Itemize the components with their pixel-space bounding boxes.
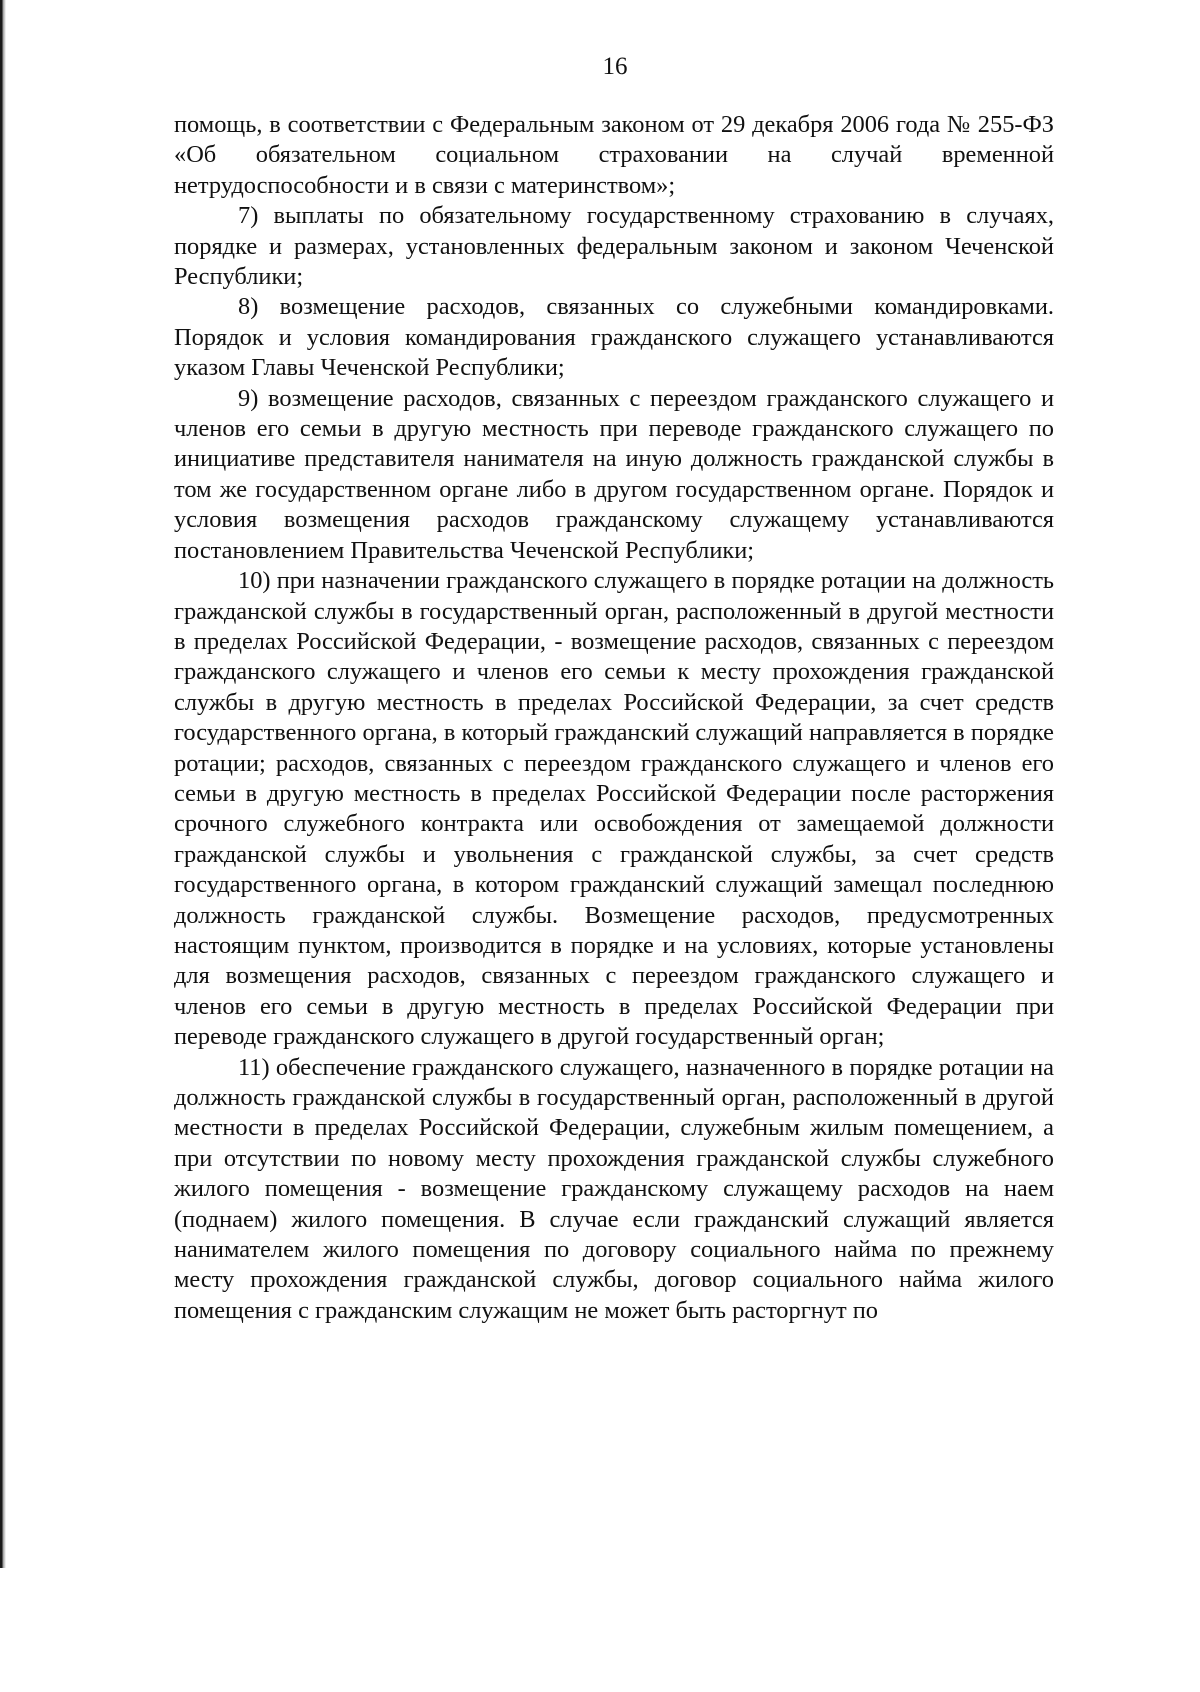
paragraph-continuation: помощь, в соответствии с Федеральным законом от 29 декабря 2006 года № 255-ФЗ «Об обязательном социальном страховании на случай временной нетрудоспособности и в связи с материнством»; (174, 111, 1054, 199)
paragraph-item-10: 10) при назначении гражданского служащего в порядке ротации на должность гражданской службы в государственный орган, расположенный в другой местности в пределах Российской Федерации, - возмещение расходов, связанных с переездом гражданского служащего и членов его семьи к месту прохождения гражданской службы в другую местность в пределах Российской Федерации, за счет средств государственного органа, в который гражданский служащий направляется в порядке ротации; расходов, связанных с переездом гражданского служащего и членов его семьи в другую местность в пределах Российской Федерации после расторжения срочного служебного контракта или освобождения от замещаемой должности гражданской службы и увольнения с гражданской службы, за счет средств государственного органа, в котором гражданский служащий замещал последнюю должность гражданской службы. Возмещение расходов, предусмотренных настоящим пунктом, производится в порядке и на условиях, которые установлены для возмещения расходов, связанных с переездом гражданского служащего и членов его семьи в другую местность в пределах Российской Федерации при переводе гражданского служащего в другой государственный орган; (174, 567, 1054, 1051)
paragraph-item-11: 11) обеспечение гражданского служащего, назначенного в порядке ротации на должность гражданской службы в государственный орган, расположенный в другой местности в пределах Российской Федерации, служебным жилым помещением, а при отсутствии по новому месту прохождения гражданской службы служебного жилого помещения - возмещение гражданскому служащему расходов на наем (поднаем) жилого помещения. В случае если гражданский служащий является нанимателем жилого помещения по договору социального найма по прежнему месту прохождения гражданской службы, договор социального найма жилого помещения с гражданским служащим не может быть расторгнут по (174, 1053, 1054, 1324)
paragraph-item-9: 9) возмещение расходов, связанных с переездом гражданского служащего и членов его семьи в другую местность при переводе гражданского служащего по инициативе представителя нанимателя на иную должность гражданской службы в том же государственном органе либо в другом государственном органе. Порядок и условия возмещения расходов гражданскому служащему устанавливаются постановлением Правительства Чеченской Республики; (174, 384, 1054, 564)
document-body (174, 110, 1054, 1326)
paragraph-item-7: 7) выплаты по обязательному государственному страхованию в случаях, порядке и размерах, установленных федеральным законом и законом Чеченской Республики; (174, 202, 1054, 291)
scan-edge-shadow (0, 0, 6, 1568)
paragraph-item-8: 8) возмещение расходов, связанных со служебными командировками. Порядок и условия командирования гражданского служащего устанавливаются указом Главы Чеченской Республики; (174, 293, 1054, 382)
page-number: 16 (602, 53, 628, 80)
